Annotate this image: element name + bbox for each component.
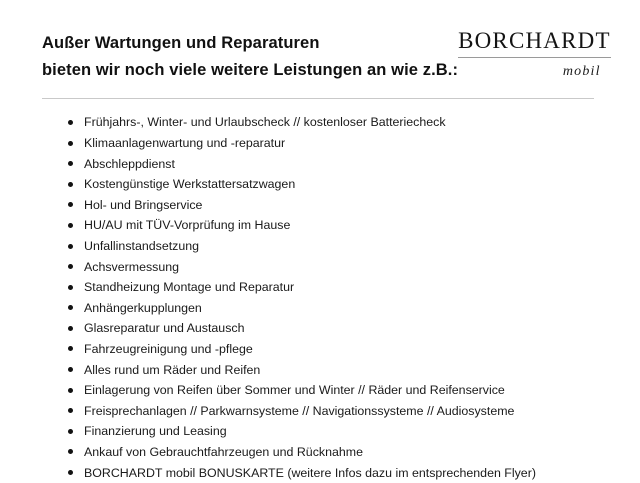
list-item-label: Freisprechanlagen // Parkwarnsysteme // Navigationssysteme // Audiosysteme [84, 403, 515, 418]
bullet-icon [68, 244, 73, 249]
list-item-label: Fahrzeugreinigung und -pflege [84, 341, 253, 356]
list-item [68, 380, 594, 401]
bullet-icon [68, 223, 73, 228]
bullet-icon [68, 141, 73, 146]
list-item [68, 339, 594, 360]
brand-subtitle: mobil [562, 64, 601, 79]
list-item-label: Standheizung Montage und Reparatur [84, 280, 295, 295]
services-list [42, 99, 594, 483]
list-item [68, 154, 594, 175]
headline-line-2: bieten wir noch viele weitere Leistungen an wie z.B.: [42, 60, 459, 79]
list-item-label: Achsvermessung [84, 259, 180, 274]
list-item [68, 360, 594, 381]
list-item [68, 257, 594, 278]
list-item [68, 133, 594, 154]
brand-name: BORCHARDT [458, 28, 611, 53]
list-item-label: BORCHARDT mobil BONUSKARTE (weitere Infos dazu im entsprechenden Flyer) [84, 465, 536, 480]
list-item-label: Finanzierung und Leasing [84, 424, 227, 439]
list-item-label: Ankauf von Gebrauchtfahrzeugen und Rücknahme [84, 444, 363, 459]
list-item [68, 195, 594, 216]
list-item-label: Frühjahrs-, Winter- und Urlaubscheck // kostenloser Batteriecheck [84, 115, 446, 130]
bullet-icon [68, 120, 73, 125]
list-item [68, 215, 594, 236]
bullet-icon [68, 346, 73, 351]
list-item [68, 401, 594, 422]
bullet-icon [68, 388, 73, 393]
list-item [68, 421, 594, 442]
list-item-label: Abschleppdienst [84, 156, 175, 171]
bullet-icon [68, 408, 73, 413]
list-item [68, 277, 594, 298]
brand-logo [458, 26, 613, 80]
bullet-icon [68, 202, 73, 207]
bullet-icon [68, 470, 73, 475]
bullet-icon [68, 305, 73, 310]
brand-divider [458, 57, 611, 58]
list-item-label: Alles rund um Räder und Reifen [84, 362, 261, 377]
page-header [42, 26, 611, 83]
list-item [68, 318, 594, 339]
bullet-icon [68, 367, 73, 372]
headline-line-1: Außer Wartungen und Reparaturen [42, 34, 320, 52]
headline-block [42, 26, 458, 83]
list-item [68, 442, 594, 463]
list-item-label: Kostengünstige Werkstattersatzwagen [84, 177, 296, 192]
list-item-label: Unfallinstandsetzung [84, 239, 200, 253]
bullet-icon [68, 264, 73, 269]
bullet-icon [68, 161, 73, 166]
list-item-label: Anhängerkupplungen [84, 300, 202, 315]
bullet-icon [68, 285, 73, 290]
bullet-icon [68, 429, 73, 434]
list-item-label: HU/AU mit TÜV-Vorprüfung im Hause [84, 218, 291, 233]
list-item-label: Hol- und Bringservice [84, 197, 203, 212]
bullet-icon [68, 182, 73, 187]
list-item [68, 236, 594, 257]
bullet-icon [68, 326, 73, 331]
list-item [68, 112, 594, 133]
list-item-label: Klimaanlagenwartung und -reparatur [84, 136, 286, 151]
bullet-icon [68, 449, 73, 454]
list-item [68, 174, 594, 195]
list-item [68, 298, 594, 319]
list-item-label: Glasreparatur und Austausch [84, 321, 245, 336]
list-item-label: Einlagerung von Reifen über Sommer und Winter // Räder und Reifenservice [84, 383, 505, 398]
